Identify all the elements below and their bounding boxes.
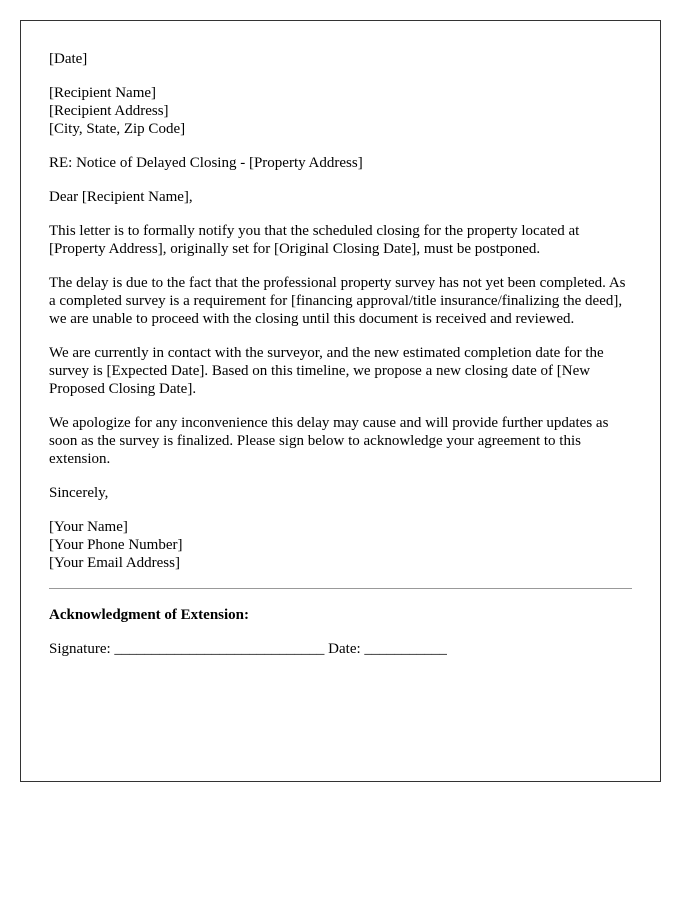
body-paragraph: We apologize for any inconvenience this delay may cause and will provide further updates as soon as the survey is finalized. Please sign below to acknowledge your agreement to this extension. xyxy=(49,415,609,467)
recipient-address: [Recipient Address] xyxy=(49,103,169,119)
letter-page xyxy=(20,20,661,782)
closing: Sincerely, xyxy=(49,485,109,501)
recipient-city: [City, State, Zip Code] xyxy=(49,121,186,137)
sender-email: [Your Email Address] xyxy=(49,555,180,571)
body-paragraph: This letter is to formally notify you that the scheduled closing for the property located at [Property Address], originally set for [Original Closing Date], must be postponed. xyxy=(49,223,580,257)
letter-date: [Date] xyxy=(49,51,88,67)
signature-line: Signature: ____________________________ Date: ___________ xyxy=(49,641,447,657)
body-paragraph: We are currently in contact with the surveyor, and the new estimated completion date for the survey is [Expected Date]. Based on this timeline, we propose a new closing date of [New Proposed Closing Date]. xyxy=(49,345,604,397)
recipient-block xyxy=(49,84,632,138)
sender-block xyxy=(49,518,632,572)
recipient-name: [Recipient Name] xyxy=(49,85,157,101)
subject-line: RE: Notice of Delayed Closing - [Property Address] xyxy=(49,155,363,171)
acknowledgment-heading: Acknowledgment of Extension: xyxy=(49,607,250,623)
body-paragraph: The delay is due to the fact that the professional property survey has not yet been completed. As a completed survey is a requirement for [financing approval/title insurance/finalizing the deed], we are unable to proceed with the closing until this document is received and reviewed. xyxy=(49,275,626,327)
sender-phone: [Your Phone Number] xyxy=(49,537,183,553)
divider xyxy=(49,588,632,589)
salutation: Dear [Recipient Name], xyxy=(49,189,193,205)
sender-name: [Your Name] xyxy=(49,519,128,535)
